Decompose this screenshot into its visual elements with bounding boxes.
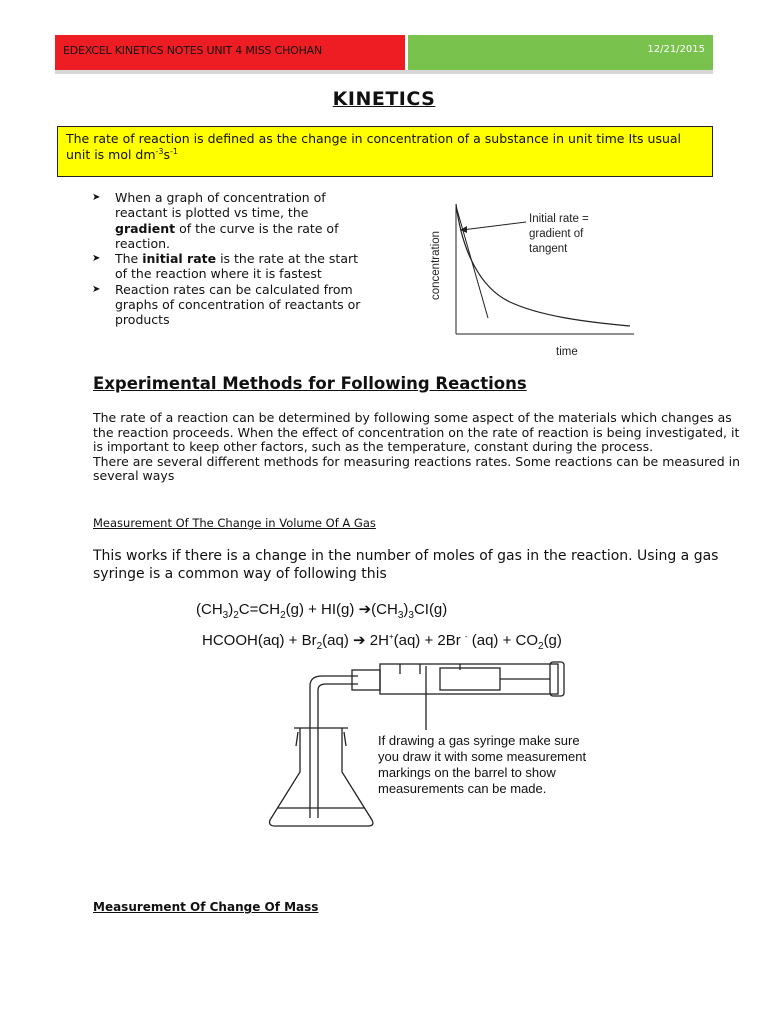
conical-flask: [270, 728, 373, 826]
bullet-item: [92, 190, 362, 251]
annotation-arrow: [462, 222, 526, 230]
eq-sub: 3: [222, 610, 229, 621]
reaction-arrow-icon: ➔: [353, 632, 366, 649]
syringe-note: If drawing a gas syringe make sure you draw it with some measurement markings on the barrel to show measurements can be made.: [378, 733, 587, 796]
graph-y-label: concentration: [430, 230, 442, 300]
eq-text: (aq) + CO: [467, 632, 538, 649]
header-rule: [55, 70, 713, 74]
intro-text: [93, 411, 753, 484]
tangent-line: [456, 206, 488, 318]
header-title-band: [55, 35, 405, 70]
bullet-text: When a graph of concentration of reactant is plotted vs time, the: [115, 190, 326, 221]
eq-sub: 2: [233, 610, 239, 621]
bullet-text: The: [115, 251, 143, 267]
eq-text: (g) + HI(g): [285, 601, 359, 618]
syringe-plunger: [440, 668, 500, 690]
definition-sup-1: -3: [155, 146, 164, 156]
equation-2: [202, 631, 562, 652]
equation-1: [196, 600, 448, 621]
subheading-gas-volume: Measurement Of The Change in Volume Of A Gas: [93, 516, 376, 530]
arrow-bullet-icon: ➤: [92, 283, 101, 295]
delivery-tube: [318, 684, 358, 818]
bullet-text: of the curve is the rate of reaction.: [115, 220, 339, 251]
eq-text: CI(g): [413, 601, 448, 618]
bullet-bold: initial rate: [142, 251, 217, 267]
definition-mid: s: [163, 146, 171, 162]
arrow-bullet-icon: ➤: [92, 253, 101, 265]
definition-box: [57, 126, 713, 177]
delivery-tube: [310, 676, 358, 818]
eq-text: (CH: [196, 601, 223, 618]
arrow-bullet-icon: ➤: [92, 192, 101, 203]
subheading-mass: Measurement Of Change Of Mass: [93, 900, 319, 914]
eq-text: HCOOH(aq) + Br: [202, 632, 317, 649]
annotation-line-2: gradient of: [529, 228, 584, 240]
eq-text: ): [228, 601, 234, 618]
annotation-line-3: tangent: [529, 243, 568, 255]
bullet-text: Reaction rates can be calculated from graphs of concentration of reactants or products: [115, 281, 361, 328]
concentration-time-graph: [420, 196, 640, 361]
tube-connector: [352, 670, 380, 690]
eq-text: (CH: [371, 601, 398, 618]
eq-sub: 2: [316, 641, 323, 652]
eq-text: (aq) + 2Br: [393, 632, 465, 649]
bullet-item: [92, 282, 362, 328]
eq-sup: -: [464, 632, 468, 641]
eq-text: (aq): [322, 632, 354, 649]
flask-stopper-edge: [296, 732, 298, 746]
section-heading: Experimental Methods for Following Reactions: [93, 374, 527, 393]
header-date: 12/21/2015: [647, 44, 705, 55]
intro-paragraph: The rate of a reaction can be determined by following some aspect of the materials which changes as the reaction proceeds. When the effect of concentration on the rate of reaction is being investigated, it is important to keep other factors, such as the temperature, constant during the process.: [93, 410, 740, 454]
eq-sub: 3: [408, 610, 414, 621]
flask-stopper-edge: [344, 732, 346, 746]
definition-text: The rate of reaction is defined as the change in concentration of a substance in unit time Its usual unit is mol dm: [66, 131, 682, 162]
bullet-item: [92, 251, 362, 282]
eq-text: ): [403, 601, 409, 618]
eq-sub: 2: [280, 610, 286, 621]
eq-sup: +: [388, 632, 394, 641]
plunger-handle: [550, 662, 564, 696]
eq-text: (g): [543, 632, 562, 649]
eq-sub: 3: [397, 610, 404, 621]
page-title: KINETICS: [332, 88, 436, 110]
bullet-text: is the rate at the start of the reaction where it is fastest: [115, 251, 359, 282]
header-date-band: [408, 35, 713, 70]
eq-sub: 2: [538, 641, 544, 652]
header-title: EDEXCEL KINETICS NOTES UNIT 4 MISS CHOHAN: [63, 44, 323, 57]
definition-sup-2: -1: [170, 146, 179, 156]
intro-paragraph: There are several different methods for measuring reactions rates. Some reactions can be measured in several ways: [93, 453, 741, 483]
annotation-line-1: Initial rate =: [529, 213, 589, 225]
graph-x-label: time: [556, 346, 578, 358]
gas-method-text: This works if there is a change in the number of moles of gas in the reaction. Using a gas syringe is a common way of following this: [93, 548, 719, 582]
eq-text: C=CH: [238, 601, 281, 618]
bullet-list: [92, 190, 362, 328]
reaction-arrow-icon: ➔: [358, 601, 372, 618]
eq-text: 2H: [365, 632, 389, 649]
bullet-bold: gradient: [115, 220, 176, 236]
